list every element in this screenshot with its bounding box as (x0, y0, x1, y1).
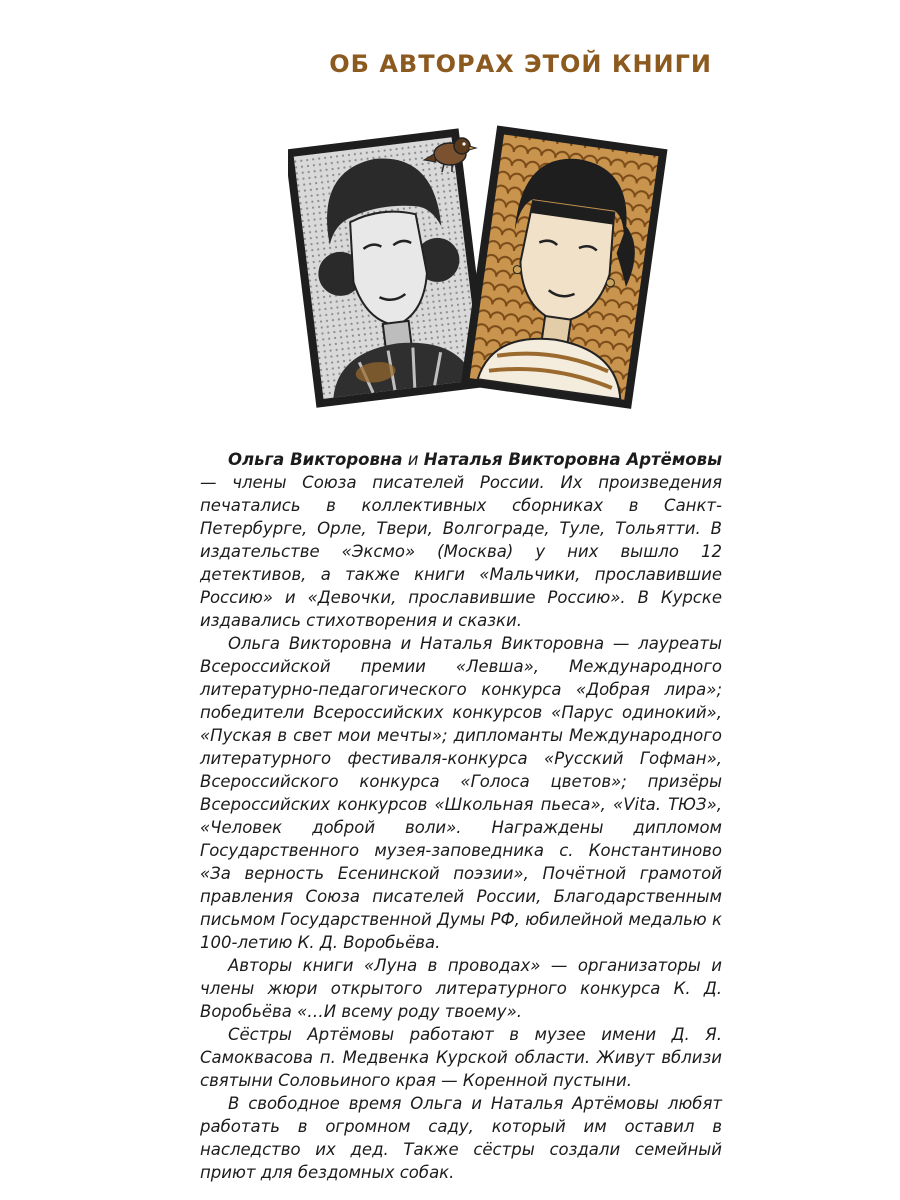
author-name-natalya: Наталья Викторовна Артёмовы (423, 450, 723, 469)
page-title: ОБ АВТОРАХ ЭТОЙ КНИГИ (329, 50, 712, 78)
awards-paragraph: Ольга Викторовна и Наталья Викторовна — лауреаты Всероссийской премии «Левша», Международного литературно-педагогического конкурса «Добрая лира»; победители Всероссийских конкурсов «Парус одинокий», «Пуская в свет мои мечты»; дипломанты Международного литературного фестиваля-конкурса «Русский Гофман», Всероссийского конкурса «Голоса цветов»; призёры Всероссийских конкурсов «Школьная пьеса», «Vita. ТЮЗ», «Человек доброй воли». Награждены дипломом Государственного музея-заповедника с. Константиново «За верность Есенинской поэзии», Почётной грамотой правления Союза писателей России, Благодарственным письмом Государственной Думы РФ, юбилейной медалью к 100-летию К. Д. Воробьёва. (200, 634, 722, 952)
portrait-card-olga (288, 128, 490, 407)
jury-paragraph: Авторы книги «Луна в проводах» — организаторы и члены жюри открытого литературного конкурса К. Д. Воробьёва «…И всему роду твоему». (200, 956, 722, 1021)
free-time-paragraph: В свободное время Ольга и Наталья Артёмовы любят работать в огромном саду, который им оставил в наследство их дед. Также сёстры создали семейный приют для бездомных собак. (200, 1094, 722, 1182)
author-name-olga: Ольга Викторовна (228, 450, 403, 469)
intro-paragraph: Ольга Викторовна и Наталья Викторовна Артёмовы — члены Союза писателей России. Их произведения печатались в коллективных сборниках в Санкт-Петербурге, Орле, Твери, Волгограде, Туле, Тольятти. В издательстве «Эксмо» (Москва) у них вышло 12 детективов, а также книги «Мальчики, прославившие Россию» и «Девочки, прославившие Россию». В Курске издавались стихотворения и сказки. (200, 450, 723, 630)
authors-portrait-illustration (288, 118, 668, 418)
museum-paragraph: Сёстры Артёмовы работают в музее имени Д. Я. Самоквасова п. Медвенка Курской области. Живут вблизи святыни Соловьиного края — Коренной пустыни. (200, 1025, 722, 1090)
portrait-card-natalya (461, 125, 668, 408)
authors-bio-text (200, 448, 722, 1184)
